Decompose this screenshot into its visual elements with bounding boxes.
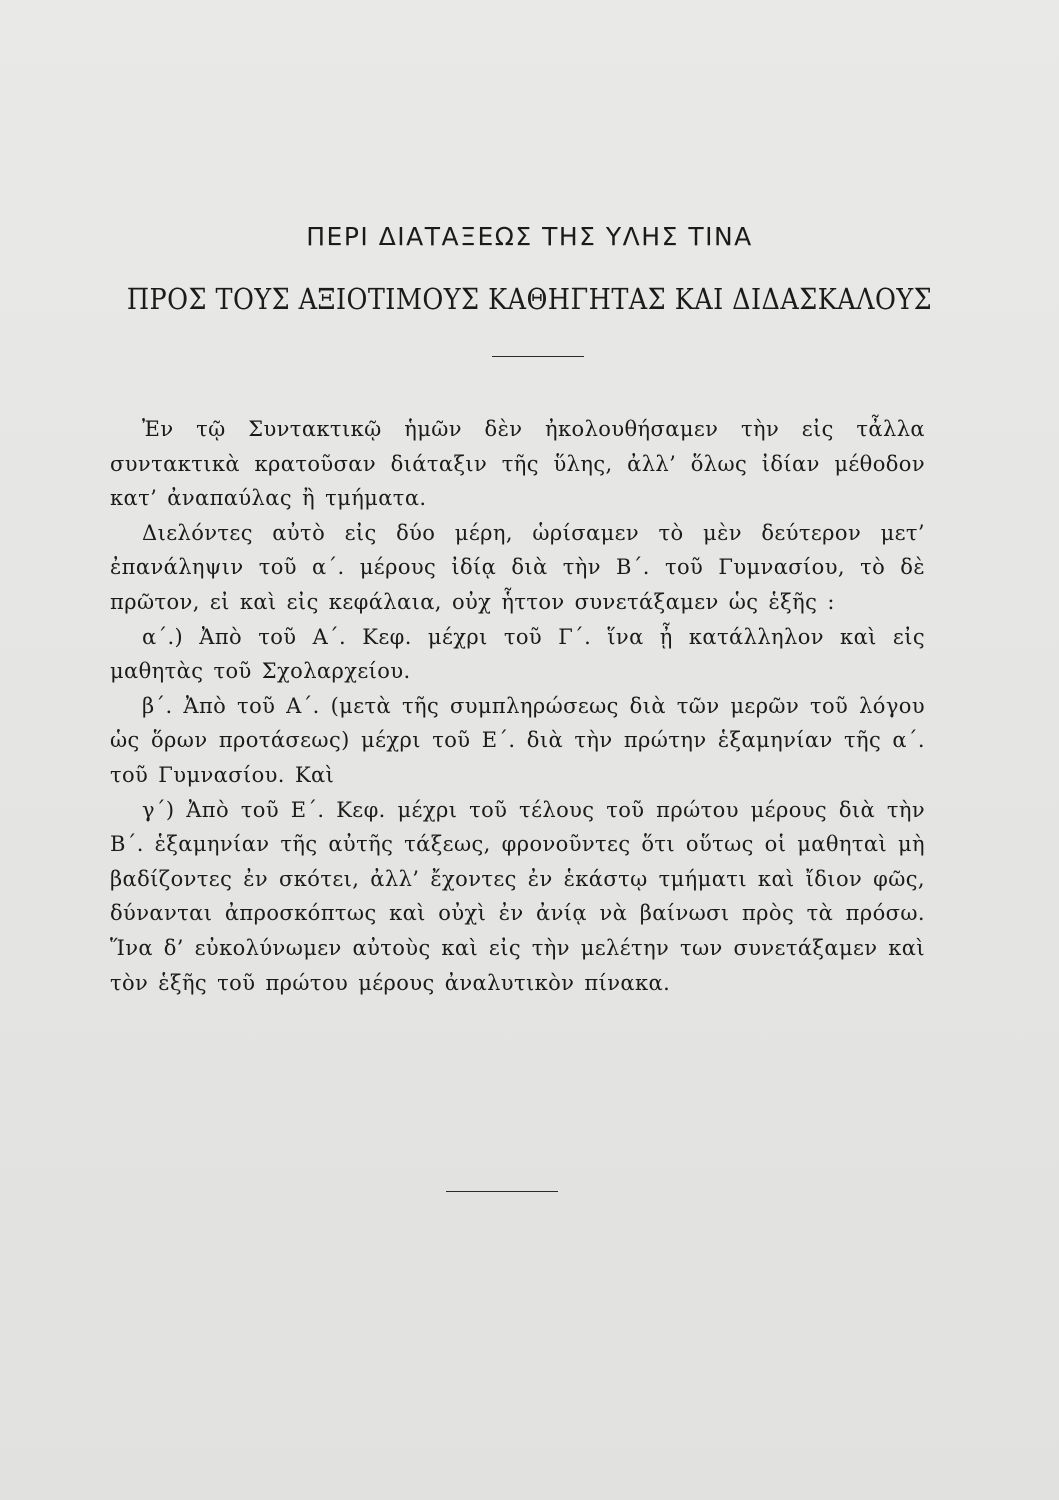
paragraph-item-b: β΄. Ἀπὸ τοῦ Α΄. (μετὰ τῆς συμπληρώσεως διὰ τῶν μερῶν τοῦ λόγου ὡς ὅρων προτάσεως) μέχρι τοῦ Ε΄. διὰ τὴν πρώτην ἑξαμηνίαν τῆς α΄. τοῦ Γυμνασίου. Καὶ xyxy=(110,693,925,787)
page-title: ΠΕΡΙ ΔΙΑΤΑΞΕΩΣ ΤΗΣ ΥΛΗΣ ΤΙΝΑ xyxy=(306,222,753,251)
body-text xyxy=(110,412,925,1000)
paragraph-intro: Ἐν τῷ Συντακτικῷ ἡμῶν δὲν ἠκολουθήσαμεν τὴν εἰς τἆλλα συντακτικὰ κρατοῦσαν διάταξιν τῆς ὕλης, ἀλλ’ ὅλως ἰδίαν μέθοδον κατ’ ἀναπαύλας ἢ τμήματα. xyxy=(110,417,925,511)
paragraph-item-c: γ΄) Ἀπὸ τοῦ Ε΄. Κεφ. μέχρι τοῦ τέλους τοῦ πρώτου μέρους διὰ τὴν Β΄. ἑξαμηνίαν τῆς αὐτῆς τάξεως, φρονοῦντες ὅτι οὕτως οἱ μαθηταὶ μὴ βαδίζοντες ἐν σκότει, ἀλλ’ ἔχοντες ἐν ἑκάστῳ τμήματι καὶ ἴδιον φῶς, δύνανται ἀπροσκόπτως καὶ οὐχὶ ἐν ἀνίᾳ νὰ βαίνωσι πρὸς τὰ πρόσω. Ἵνα δ’ εὐκολύνωμεν αὐτοὺς καὶ εἰς τὴν μελέτην των συνετάξαμεν καὶ τὸν ἑξῆς τοῦ πρώτου μέρους ἀναλυτικὸν πίνακα. xyxy=(110,797,925,995)
paragraph-division: Διελόντες αὐτὸ εἰς δύο μέρη, ὡρίσαμεν τὸ μὲν δεύτερον μετ’ ἐπανάληψιν τοῦ α΄. μέρους ἰδίᾳ διὰ τὴν Β΄. τοῦ Γυμνασίου, τὸ δὲ πρῶτον, εἰ καὶ εἰς κεφάλαια, οὐχ ἧττον συνετάξαμεν ὡς ἑξῆς : xyxy=(110,520,925,614)
page-subtitle: ΠΡΟΣ ΤΟΥΣ ΑΞΙΟΤΙΜΟΥΣ ΚΑΘΗΓΗΤΑΣ ΚΑΙ ΔΙΔΑΣΚΑΛΟΥΣ xyxy=(126,282,933,316)
bottom-divider xyxy=(446,1191,558,1192)
top-divider xyxy=(492,356,584,357)
paragraph-item-a: α΄.) Ἀπὸ τοῦ Α΄. Κεφ. μέχρι τοῦ Γ΄. ἵνα ᾖ κατάλληλον καὶ εἰς μαθητὰς τοῦ Σχολαρχείου. xyxy=(110,624,925,684)
